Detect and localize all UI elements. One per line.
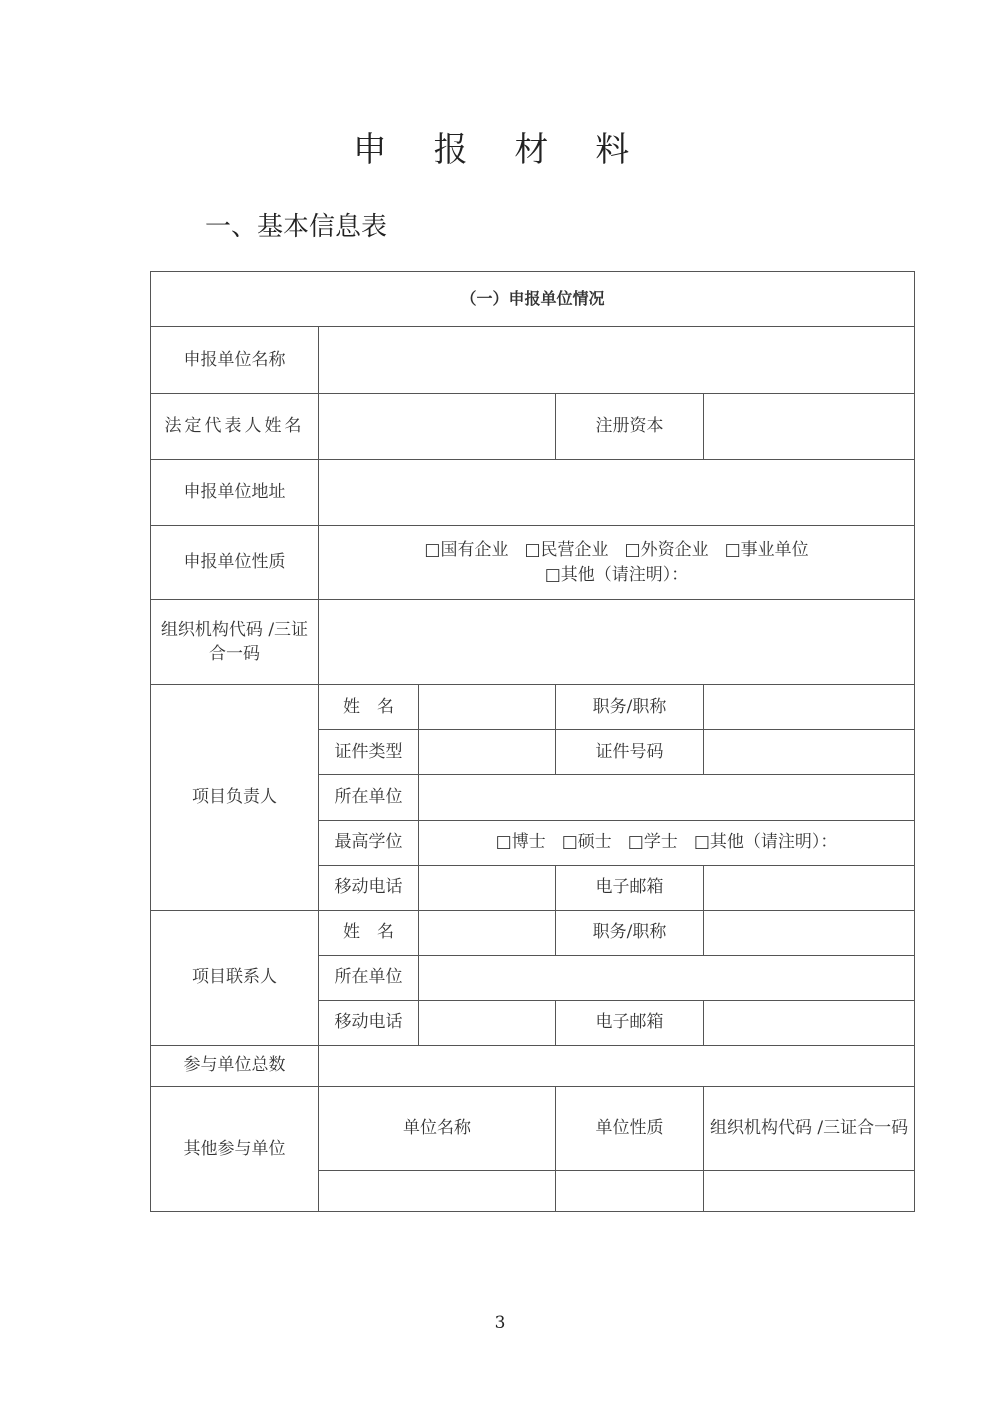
leader-name-field[interactable] bbox=[419, 685, 556, 730]
page-number: 3 bbox=[494, 1313, 506, 1333]
unit-name-label: 申报单位名称 bbox=[151, 327, 319, 394]
contact-title-field[interactable] bbox=[704, 910, 915, 955]
contact-employer-field[interactable] bbox=[419, 955, 915, 1000]
degree-option-other[interactable]: □其他（请注明）： bbox=[693, 832, 838, 853]
unit-nature-options bbox=[319, 526, 915, 600]
basic-info-table bbox=[150, 271, 915, 1212]
unit-nature-option-foreign[interactable]: □外资企业 bbox=[624, 540, 709, 561]
leader-id-type-field[interactable] bbox=[419, 730, 556, 775]
participant-count-field[interactable] bbox=[319, 1045, 915, 1086]
col-org-code: 组织机构代码 /三证合一码 bbox=[704, 1086, 915, 1170]
org-code-label: 组织机构代码 /三证合一码 bbox=[151, 600, 319, 685]
leader-mobile-field[interactable] bbox=[419, 865, 556, 910]
participant-code-field[interactable] bbox=[704, 1170, 915, 1211]
participant-count-label: 参与单位总数 bbox=[151, 1045, 319, 1086]
leader-title-label: 职务/职称 bbox=[556, 685, 704, 730]
leader-title-field[interactable] bbox=[704, 685, 915, 730]
page-title: 申 报 材 料 bbox=[352, 130, 648, 170]
legal-rep-field[interactable] bbox=[319, 394, 556, 460]
contact-title-label: 职务/职称 bbox=[556, 910, 704, 955]
project-contact-label: 项目联系人 bbox=[151, 910, 319, 1045]
contact-name-label: 姓 名 bbox=[319, 910, 419, 955]
unit-address-field[interactable] bbox=[319, 460, 915, 526]
unit-nature-option-private[interactable]: □民营企业 bbox=[524, 540, 609, 561]
section-heading: 一、基本信息表 bbox=[205, 212, 388, 242]
participant-name-field[interactable] bbox=[319, 1170, 556, 1211]
registered-capital-label: 注册资本 bbox=[556, 394, 704, 460]
degree-option-bachelor[interactable]: □学士 bbox=[627, 832, 678, 853]
contact-email-label: 电子邮箱 bbox=[556, 1000, 704, 1045]
unit-address-label: 申报单位地址 bbox=[151, 460, 319, 526]
org-code-field[interactable] bbox=[319, 600, 915, 685]
leader-email-label: 电子邮箱 bbox=[556, 865, 704, 910]
unit-nature-option-other[interactable]: □其他（请注明）： bbox=[544, 564, 689, 585]
degree-option-phd[interactable]: □博士 bbox=[495, 832, 546, 853]
contact-mobile-label: 移动电话 bbox=[319, 1000, 419, 1045]
unit-name-field[interactable] bbox=[319, 327, 915, 394]
other-participants-label: 其他参与单位 bbox=[151, 1086, 319, 1211]
unit-nature-label: 申报单位性质 bbox=[151, 526, 319, 600]
contact-name-field[interactable] bbox=[419, 910, 556, 955]
col-unit-name: 单位名称 bbox=[319, 1086, 556, 1170]
participant-nature-field[interactable] bbox=[556, 1170, 704, 1211]
leader-employer-field[interactable] bbox=[419, 775, 915, 820]
degree-option-master[interactable]: □硕士 bbox=[561, 832, 612, 853]
registered-capital-field[interactable] bbox=[704, 394, 915, 460]
legal-rep-label: 法定代表人姓名 bbox=[151, 394, 319, 460]
leader-degree-options bbox=[419, 820, 915, 865]
leader-id-number-label: 证件号码 bbox=[556, 730, 704, 775]
contact-email-field[interactable] bbox=[704, 1000, 915, 1045]
leader-id-type-label: 证件类型 bbox=[319, 730, 419, 775]
leader-mobile-label: 移动电话 bbox=[319, 865, 419, 910]
leader-name-label: 姓 名 bbox=[319, 685, 419, 730]
leader-degree-label: 最高学位 bbox=[319, 820, 419, 865]
table-header: （一）申报单位情况 bbox=[151, 272, 915, 327]
contact-employer-label: 所在单位 bbox=[319, 955, 419, 1000]
unit-nature-option-state[interactable]: □国有企业 bbox=[424, 540, 509, 561]
leader-email-field[interactable] bbox=[704, 865, 915, 910]
leader-id-number-field[interactable] bbox=[704, 730, 915, 775]
project-leader-label: 项目负责人 bbox=[151, 685, 319, 910]
contact-mobile-field[interactable] bbox=[419, 1000, 556, 1045]
col-unit-nature: 单位性质 bbox=[556, 1086, 704, 1170]
leader-employer-label: 所在单位 bbox=[319, 775, 419, 820]
unit-nature-option-institution[interactable]: □事业单位 bbox=[724, 540, 809, 561]
